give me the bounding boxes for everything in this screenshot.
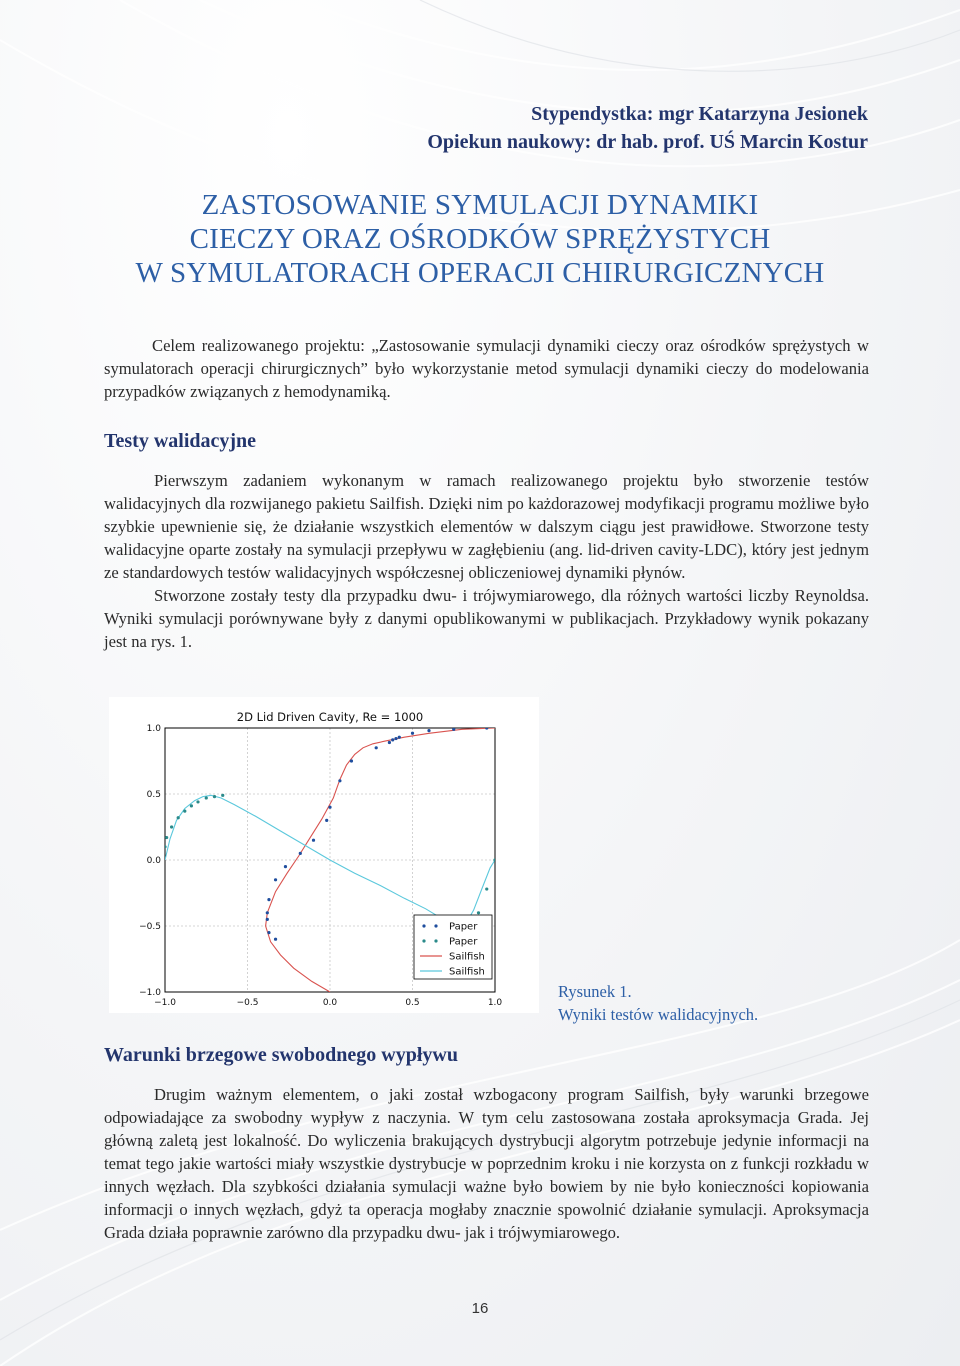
chart-svg <box>109 697 539 1013</box>
data-point-paper <box>328 806 331 809</box>
data-point-paper <box>266 911 269 914</box>
x-tick-label: 0.5 <box>405 998 420 1008</box>
legend-label: Sailfish <box>449 966 485 978</box>
validation-paragraph-2: Stworzone zostały testy dla przypadku dwu- i trójwymiarowego, dla różnych wartości liczby Reynoldsa. Wyniki symulacji porównywane były z danymi opublikowanymi w publikacjach. Przykładowy wynik pokazany jest na rys. 1. <box>104 586 869 651</box>
data-point-paper <box>299 852 302 855</box>
validation-body <box>104 469 869 653</box>
data-point-paper <box>452 728 455 731</box>
x-tick-label: 0.0 <box>322 998 338 1008</box>
legend-label: Paper <box>449 921 478 933</box>
chart-title: 2D Lid Driven Cavity, Re = 1000 <box>236 710 424 724</box>
data-point-paper <box>267 898 270 901</box>
y-tick-label: 0.0 <box>146 856 161 866</box>
figure-chart <box>109 697 539 1013</box>
boundary-paragraph-1: Drugim ważnym elementem, o jaki został wzbogacony program Sailfish, były warunki brzegowe odpowiadające za swobodny wypływ z naczynia. W tym celu zastosowana została aproksymacja Grada. Jej główną zaletą jest lokalność. Do wyliczenia brakujących dystrybucji algorytm potrzebuje jedynie informacji na temat tego jakie wartości miały wszystkie dystrybucje w poprzednim kroku i nie korzysta on z funkcji rozkładu w innych węzłach. Dla szybkości działania symulacji ważne było bowiem by nie było konieczności kopiowania informacji o innych węzłach, gdyż ta operacja mogłaby znacznie spowolnić działanie symulacji. Aproksymacja Grada działa poprawnie zarówno dla przypadku dwu- jak i trójwymiarowego. <box>104 1085 869 1242</box>
supervisor-name: Opiekun naukowy: dr hab. prof. UŚ Marcin Kostur <box>427 131 868 153</box>
data-point-paper <box>177 816 180 819</box>
data-point-paper <box>165 836 168 839</box>
section-heading-boundary: Warunki brzegowe swobodnego wypływu <box>104 1044 458 1066</box>
data-point-paper <box>284 865 287 868</box>
caption-text: Wyniki testów walidacyjnych. <box>558 1005 759 1024</box>
figure-caption <box>558 980 758 1026</box>
data-point-paper <box>485 887 488 890</box>
legend-marker <box>434 939 437 942</box>
legend-marker <box>422 924 425 927</box>
x-tick-label: −1.0 <box>154 998 176 1008</box>
data-point-paper <box>267 931 270 934</box>
data-point-paper <box>213 795 216 798</box>
x-tick-label: 1.0 <box>487 998 503 1008</box>
data-point-paper <box>427 729 430 732</box>
data-point-paper <box>170 825 173 828</box>
data-point-paper <box>375 746 378 749</box>
title-line-3: W SYMULATORACH OPERACJI CHIRURGICZNYCH <box>135 257 825 289</box>
data-point-paper <box>391 738 394 741</box>
header <box>427 100 868 156</box>
title-line-2: CIECZY ORAZ OŚRODKÓW SPRĘŻYSTYCH <box>189 223 771 255</box>
page-title <box>0 188 960 290</box>
data-point-paper <box>205 796 208 799</box>
data-point-paper <box>266 918 269 921</box>
y-tick-label: 0.5 <box>146 790 161 800</box>
title-line-1: ZASTOSOWANIE SYMULACJI DYNAMIKI <box>201 189 759 221</box>
y-tick-label: −1.0 <box>139 988 161 998</box>
data-point-paper <box>183 810 186 813</box>
validation-paragraph-1: Pierwszym zadaniem wykonanym w ramach realizowanego projektu było stworzenie testów walidacyjnych dla rozwijanego pakietu Sailfish. Dzięki nim po każdorazowej modyfikacji programu możliwe było szybkie upewnienie się, że działanie wszystkich elementów w dalszym ciągu jest prawidłowe. Stworzone testy walidacyjne oparte zostały na symulacji przepływu w zagłębieniu (ang. lid-driven cavity-LDC), który jest jednym ze standardowych testów walidacyjnych współczesnej obliczeniowej dynamiki płynów. <box>104 471 869 582</box>
legend-marker <box>434 924 437 927</box>
data-point-paper <box>312 839 315 842</box>
data-point-paper <box>477 911 480 914</box>
data-point-paper <box>338 779 341 782</box>
y-tick-label: −0.5 <box>139 922 161 932</box>
data-point-paper <box>274 878 277 881</box>
scholar-name: Stypendystka: mgr Katarzyna Jesionek <box>531 103 868 125</box>
data-point-paper <box>388 741 391 744</box>
legend-label: Paper <box>449 936 478 948</box>
legend-label: Sailfish <box>449 951 485 963</box>
chart-legend <box>414 915 492 979</box>
y-tick-label: 1.0 <box>146 724 161 734</box>
data-point-paper <box>398 736 401 739</box>
legend-marker <box>422 939 425 942</box>
data-point-paper <box>196 800 199 803</box>
intro-paragraph <box>104 334 869 403</box>
caption-label: Rysunek 1. <box>558 982 632 1001</box>
page-number: 16 <box>471 1300 489 1317</box>
data-point-paper <box>350 759 353 762</box>
data-point-paper <box>325 819 328 822</box>
x-tick-label: −0.5 <box>236 998 259 1008</box>
boundary-body <box>104 1083 869 1244</box>
data-point-paper <box>190 804 193 807</box>
data-point-paper <box>221 794 224 797</box>
intro-text: Celem realizowanego projektu: „Zastosowanie symulacji dynamiki cieczy oraz ośrodków sprężystych w symulatorach operacji chirurgicznych” było wykorzystanie metod symulacji dynamiki cieczy do modelowania przypadków związanych z hemodynamiką. <box>104 336 869 401</box>
section-heading-validation: Testy walidacyjne <box>104 430 257 452</box>
data-point-paper <box>274 938 277 941</box>
data-point-paper <box>411 732 414 735</box>
data-point-paper <box>394 737 397 740</box>
